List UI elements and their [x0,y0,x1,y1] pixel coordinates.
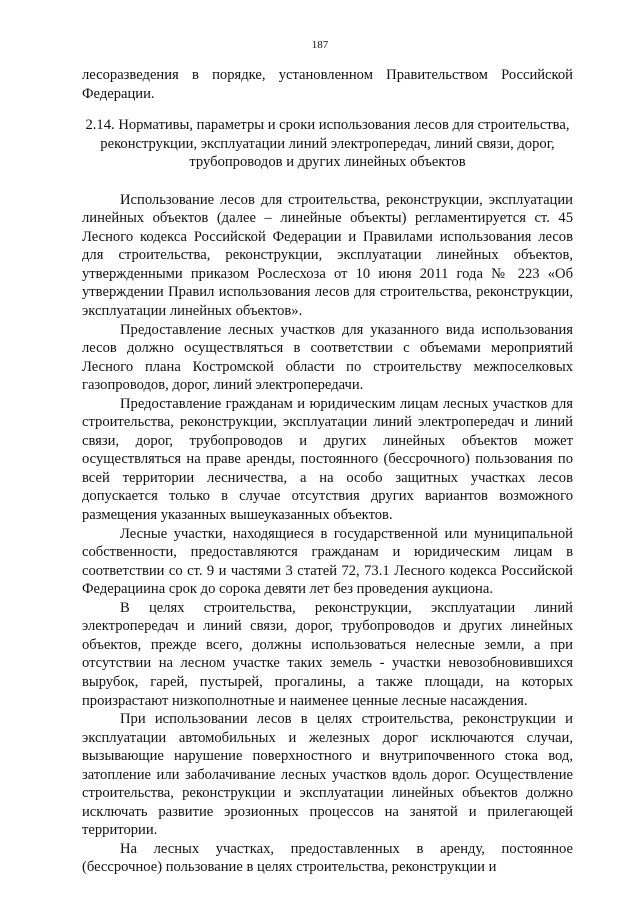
body-paragraph: Предоставление лесных участков для указанного вида использования лесов должно осуществляться в соответствии с объемами мероприятий Лесного плана Костромской области по строительству межпоселковых газопроводов, дорог, линий электропередачи. [82,321,573,394]
body-paragraph: Лесные участки, находящиеся в государственной или муниципальной собственности, предоставляются гражданам и юридическим лицам в соответствии со ст. 9 и частями 3 статей 72, 73.1 Лесного кодекса Российской Федерациина срок до сорока девяти лет без проведения аукциона. [82,525,573,598]
page-number: 187 [311,39,329,51]
body-paragraph: В целях строительства, реконструкции, эксплуатации линий электропередач и линий связи, дорог, трубопроводов и других линейных объектов, прежде всего, должны использоваться нелесные земли, а при отсутствии на лесном участке таких земель - участки невозобновившихся вырубок, гарей, пустырей, прогалины, а также площади, на которых произрастают низкополнотные и наименее ценные лесные насаждения. [82,599,573,709]
document-body [82,66,573,877]
body-paragraph: Предоставление гражданам и юридическим лицам лесных участков для строительства, реконструкции, эксплуатации линий электропередач и линий связи, дорог, трубопроводов и других линейных объектов может осуществляться на праве аренды, постоянного (бессрочного) пользования по всей территории лесничества, а на особо защитных участках лесов допускается только в случае отсутствия других вариантов возможного размещения указанных вышеуказанных объектов. [82,395,573,524]
body-paragraph: При использовании лесов в целях строительства, реконструкции и эксплуатации автомобильных и железных дорог исключаются случаи, вызывающие нарушение поверхностного и внутрипочвенного стока вод, затопление или заболачивание лесных участков вдоль дорог. Осуществление строительства, реконструкции и эксплуатации линейных объектов должно исключать развитие эрозионных процессов на занятой и прилегающей территории. [82,711,573,839]
body-paragraph: Использование лесов для строительства, реконструкции, эксплуатации линейных объектов (далее – линейные объекты) регламентируется ст. 45 Лесного кодекса Российской Федерации и Правилами использования лесов для строительства, реконструкции, эксплуатации линейных объектов, утвержденными приказом Рослесхоза от 10 июня 2011 года № 223 «Об утверждении Правил использования лесов для строительства, реконструкции, эксплуатации линейных объектов». [82,191,573,320]
continuation-paragraph: лесоразведения в порядке, установленном Правительством Российской Федерации. [82,67,573,102]
body-paragraph: На лесных участках, предоставленных в аренду, постоянное (бессрочное) пользование в целях строительства, реконструкции и [82,840,573,876]
section-heading: 2.14. Нормативы, параметры и сроки использования лесов для строительства, реконструкции, эксплуатации линий электропередач, линий связи, дорог, трубопроводов и других линейных объектов [85,117,570,171]
